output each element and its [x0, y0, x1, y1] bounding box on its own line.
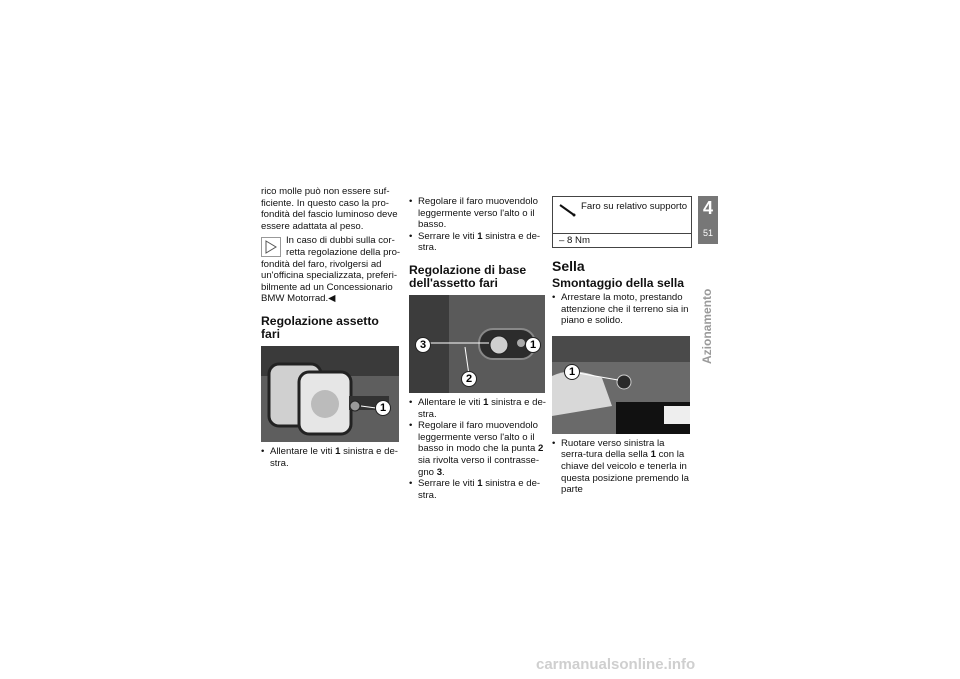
torque-wrench-icon [559, 203, 577, 217]
torque-table [552, 196, 692, 248]
photo-seat-lock [552, 336, 690, 434]
bullet-serrare-viti-2: • Serrare le viti 1 sinistra e de-stra. [409, 478, 547, 501]
note-text: In caso di dubbi sulla cor-retta regolazione della pro-fondità del faro, rivolgersi ad un'officina specializzata, preferi-bilmente ad un Concessionario BMW Motorrad. [261, 235, 401, 305]
photo-marker-1b: 1 [525, 337, 541, 353]
photo-headlight-2 [409, 295, 545, 393]
column-2 [409, 196, 547, 501]
photo-marker-3: 3 [415, 337, 431, 353]
note-triangle-icon [261, 237, 281, 257]
torque-dash: – [559, 235, 568, 246]
page-number: 51 [702, 228, 713, 238]
heading-regolazione-assetto: Regolazione assetto fari [261, 313, 379, 341]
torque-value: 8 Nm [567, 235, 590, 246]
column-3 [552, 196, 692, 496]
bullet-regolare-faro: • Regolare il faro muovendolo leggermente verso l'alto o il basso. [409, 196, 547, 231]
bullet-allentare-viti: • Allentare le viti 1 sinistra e de-stra. [261, 446, 401, 469]
bullet-serrare-viti: • Serrare le viti 1 sinistra e de-stra. [409, 231, 547, 254]
bullet-arrestare-moto: • Arrestare la moto, prestando attenzione che il terreno sia in piano e solido. [552, 292, 692, 327]
bullet-allentare-viti-2: • Allentare le viti 1 sinistra e de-stra. [409, 397, 547, 420]
end-mark: ◀ [328, 293, 336, 305]
photo-marker-seat-1: 1 [564, 364, 580, 380]
chapter-tab [698, 196, 718, 244]
heading-smontaggio-sella: Smontaggio della sella [552, 276, 685, 290]
watermark: carmanualsonline.info [536, 656, 696, 673]
photo-marker-1: 1 [375, 400, 391, 416]
chapter-number: 4 [702, 198, 713, 218]
section-title-sella: Sella [552, 258, 585, 274]
column-1 [261, 186, 401, 469]
note-block [261, 235, 401, 305]
chapter-side-title: Azionamento [700, 288, 714, 364]
heading-regolazione-base: Regolazione di base dell'assetto fari [409, 262, 527, 290]
photo-headlight-1 [261, 346, 399, 442]
intro-text: rico molle può non essere suf-ficiente. In questo caso la pro-fondità del fascio luminoso deve essere adattata al peso. [261, 186, 398, 232]
bullet-regolare-punta: • Regolare il faro muovendolo leggermente verso l'alto o il basso in modo che la punta 2 sia rivolta verso il contrasse-gno 3. [409, 420, 547, 478]
torque-label: Faro su relativo supporto [581, 201, 688, 212]
photo-marker-2: 2 [461, 371, 477, 387]
bullet-ruotare-serratura: • Ruotare verso sinistra la serra-tura della sella 1 con la chiave del veicolo e tenerla in questa posizione premendo la parte [552, 438, 692, 496]
